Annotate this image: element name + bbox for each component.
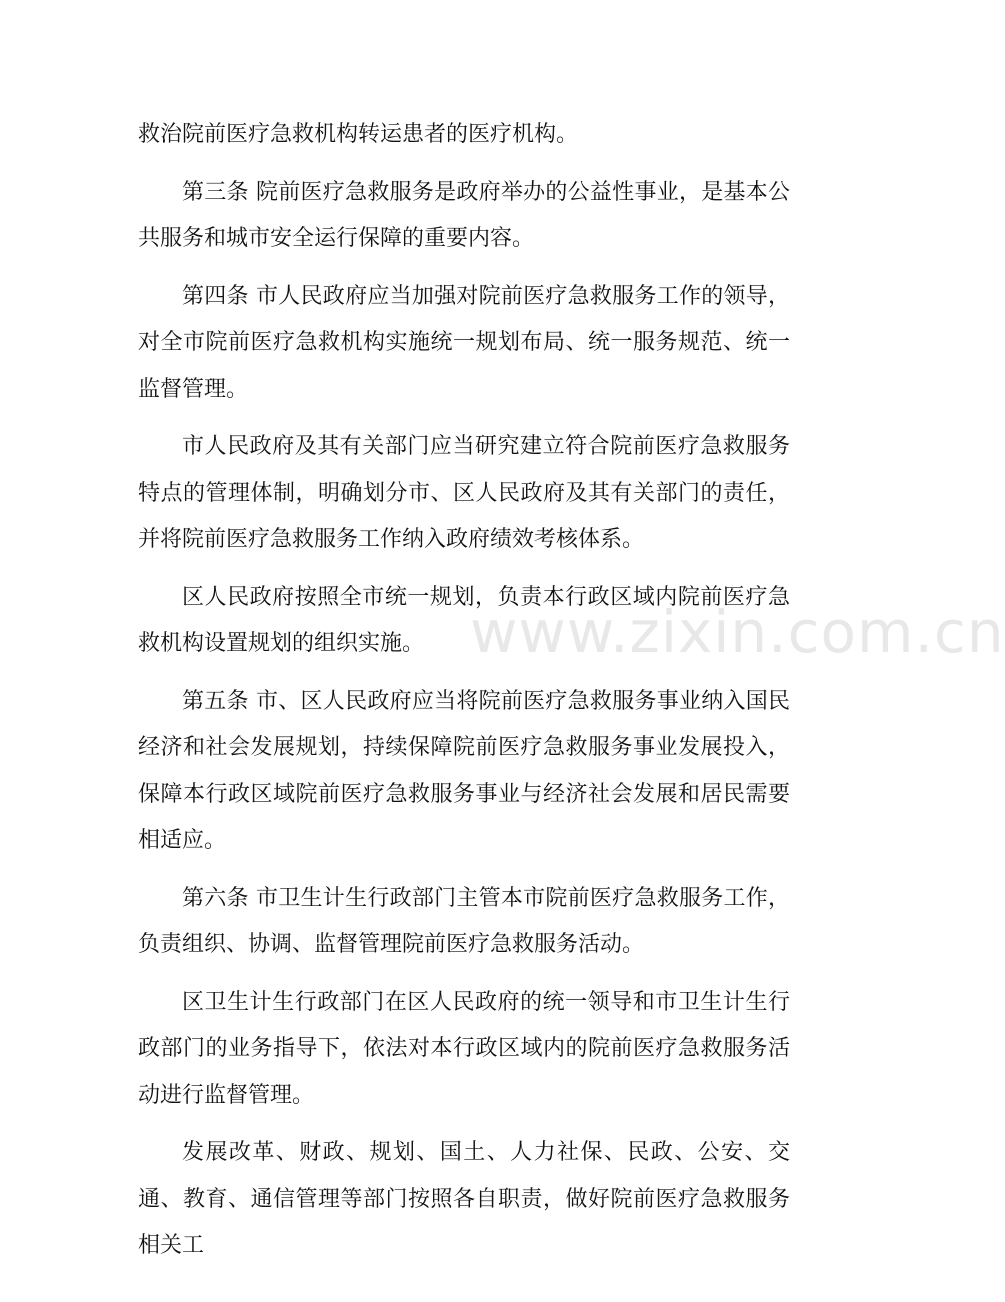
paragraph-8: 区卫生计生行政部门在区人民政府的统一领导和市卫生计生行政部门的业务指导下，依法对本行政区域内的院前医疗急救服务活动进行监督管理。 (138, 989, 790, 1108)
paragraph-5: 区人民政府按照全市统一规划，负责本行政区域内院前医疗急救机构设置规划的组织实施。 (138, 584, 790, 656)
paragraph-2: 第三条 院前医疗急救服务是政府举办的公益性事业，是基本公共服务和城市安全运行保障的重要内容。 (138, 179, 790, 251)
paragraph-3: 第四条 市人民政府应当加强对院前医疗急救服务工作的领导，对全市院前医疗急救机构实施统一规划布局、统一服务规范、统一监督管理。 (138, 283, 790, 402)
paragraph-4: 市人民政府及其有关部门应当研究建立符合院前医疗急救服务特点的管理体制，明确划分市、区人民政府及其有关部门的责任，并将院前医疗急救服务工作纳入政府绩效考核体系。 (138, 434, 790, 552)
document-body (138, 112, 790, 1281)
paragraph-7: 第六条 市卫生计生行政部门主管本市院前医疗急救服务工作，负责组织、协调、监督管理院前医疗急救服务活动。 (138, 885, 790, 957)
watermark-text: www.zixin.com.cn (470, 598, 1005, 666)
paragraph-6: 第五条 市、区人民政府应当将院前医疗急救服务事业纳入国民经济和社会发展规划，持续保障院前医疗急救服务事业发展投入，保障本行政区域院前医疗急救服务事业与经济社会发展和居民需要相适应。 (138, 688, 790, 853)
paragraph-9: 发展改革、财政、规划、国土、人力社保、民政、公安、交通、教育、通信管理等部门按照各自职责，做好院前医疗急救服务相关工 (138, 1140, 790, 1258)
paragraph-1: 救治院前医疗急救机构转运患者的医疗机构。 (138, 122, 579, 147)
